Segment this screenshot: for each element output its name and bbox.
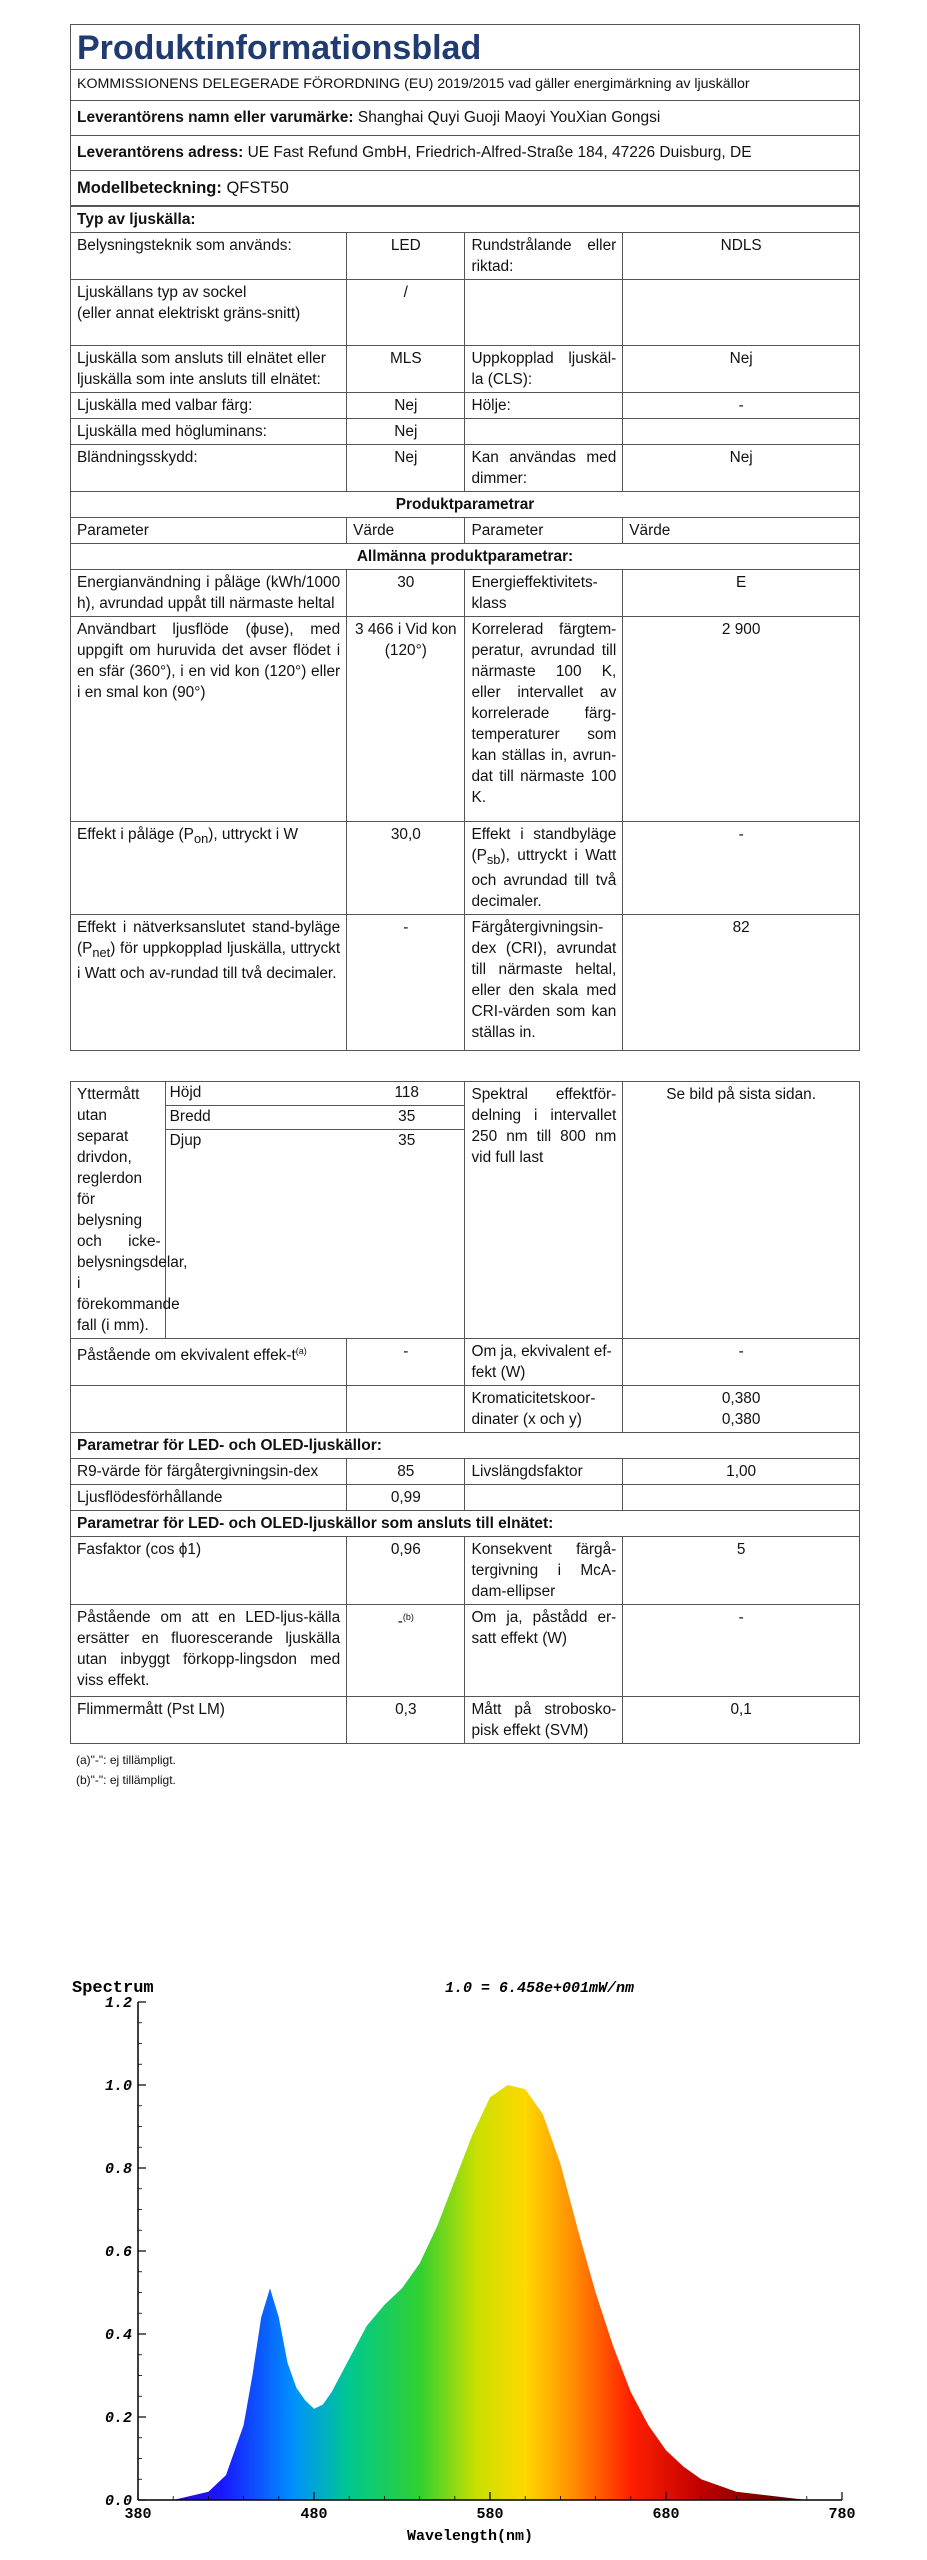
footnote-marker: (a) [295, 1346, 307, 1357]
on-mode-power-label: Effekt i påläge $(P_{on})$, uttryckt i W [71, 822, 347, 915]
empty-cell [465, 280, 623, 346]
lighting-technology-label: Belysningsteknik som används: [71, 233, 347, 280]
replaced-power-label: Om ja, påstådd er-satt effekt (W) [465, 1605, 623, 1697]
on-mode-power-value: 30,0 [347, 822, 465, 915]
table-row [71, 1386, 860, 1433]
table-row [71, 822, 860, 915]
empty-cell [465, 1485, 623, 1511]
table-row [71, 915, 860, 1051]
product-information-sheet [70, 24, 860, 1790]
displacement-factor-label: Fasfaktor (cos ϕ1) [71, 1537, 347, 1605]
high-luminance-value: Nej [347, 419, 465, 445]
chart-subtitle: 1.0 = 6.458e+001mW/nm [445, 1980, 635, 1997]
empty-cell [623, 280, 860, 346]
dimensions-cell [165, 1082, 465, 1339]
table-row [71, 233, 860, 280]
stroboscopic-value: 0,1 [623, 1697, 860, 1744]
r9-value: 85 [347, 1459, 465, 1485]
chromaticity-label: Kromaticitetskoor-dinater (x och y) [465, 1386, 623, 1433]
regulation-text: KOMMISSIONENS DELEGERADE FÖRORDNING (EU) 2019/2015 vad gäller energimärkning av ljuskällor [71, 70, 860, 101]
equivalent-power-claim-text: Påstående om ekvivalent effek-t [77, 1347, 296, 1365]
footnote-b: (b)"-": ej tillämpligt. [76, 1773, 176, 1788]
dimension-row [166, 1106, 465, 1130]
header-table [70, 24, 860, 206]
fluorescent-replacement-value: - [397, 1613, 403, 1631]
column-header-row [71, 518, 860, 544]
useful-flux-label: Användbart ljusflöde (ϕuse), med uppgift om huruvida det avser flödet i en sfär (360°), i en vid kon (120°) eller i en smal kon (90°) [71, 617, 347, 822]
type-table [70, 206, 860, 1051]
cap-type-value: / [347, 280, 465, 346]
footnote-a: (a)"-": ej tillämpligt. [76, 1753, 176, 1768]
cct-label: Korrelerad färgtem-peratur, avrundad till närmaste 100 K, eller intervallet av korrelerade färg-temperaturer som kan ställas in, avrun-dat till närmaste 100 K. [465, 617, 623, 822]
cri-value: 82 [623, 915, 860, 1051]
envelope-label: Hölje: [465, 393, 623, 419]
y-tick-label: 0.4 [104, 2327, 132, 2344]
standby-power-label: Effekt i standbyläge $(P_{sb})$, uttryckt i Watt och avrundad till två decimaler. [465, 822, 623, 915]
high-luminance-label: Ljuskälla med högluminans: [71, 419, 347, 445]
directional-value: NDLS [623, 233, 860, 280]
empty-cell [347, 1386, 465, 1433]
useful-flux-value: 3 466 i Vid kon (120°) [347, 617, 465, 822]
energy-consumption-value: 30 [347, 570, 465, 617]
anti-glare-value: Nej [347, 445, 465, 492]
energy-class-value: E [623, 570, 860, 617]
x-tick-label: 480 [300, 2506, 328, 2523]
column-header: Värde [623, 518, 860, 544]
colour-consistency-label: Konsekvent färgå-tergivning i McA-dam-ellipser [465, 1537, 623, 1605]
supplier-name-label: Leverantörens namn eller varumärke: [77, 109, 354, 126]
table-row [71, 617, 860, 822]
lighting-technology-value: LED [347, 233, 465, 280]
model-row [71, 171, 860, 206]
supplier-name-row [71, 101, 860, 136]
cri-label: Färgåtergivningsin-dex (CRI), avrundat till närmaste heltal, eller den skala med CRI-värden som kan ställas in. [465, 915, 623, 1051]
stroboscopic-label: Mått på strobosko-pisk effekt (SVM) [465, 1697, 623, 1744]
table-row [71, 570, 860, 617]
table-row [71, 393, 860, 419]
displacement-factor-value: 0,96 [347, 1537, 465, 1605]
survival-factor-value: 1,00 [623, 1459, 860, 1485]
supplier-name: Shanghai Quyi Guoji Maoyi YouXian Gongsi [357, 109, 661, 126]
table-row [71, 1537, 860, 1605]
x-tick-label: 780 [828, 2506, 856, 2523]
led-section-heading: Parametrar för LED- och OLED-ljuskällor: [71, 1433, 860, 1459]
supplier-address: UE Fast Refund GmbH, Friedrich-Alfred-Straße 184, 47226 Duisburg, DE [247, 144, 752, 161]
directional-label: Rundstrålande eller riktad: [465, 233, 623, 280]
cap-type-cell [71, 280, 347, 346]
anti-glare-label: Bländningsskydd: [71, 445, 347, 492]
table-row [71, 1605, 860, 1697]
dimension-value: 35 [398, 1132, 416, 1150]
empty-cell [623, 1485, 860, 1511]
spd-label: Spektral effektför-delning i intervallet 250 nm till 800 nm vid full last [465, 1082, 623, 1339]
dimension-name: Bredd [166, 1106, 345, 1130]
cap-type-label: Ljuskällans typ av sockel [77, 284, 247, 301]
type-section-heading: Typ av ljuskälla: [71, 207, 860, 233]
mains-label: Ljuskälla som ansluts till elnätet eller ljuskälla som inte ansluts till elnätet: [71, 346, 347, 393]
flicker-value: 0,3 [347, 1697, 465, 1744]
table-row [71, 1459, 860, 1485]
chromaticity-values [623, 1386, 860, 1433]
supplier-address-label: Leverantörens adress: [77, 144, 244, 161]
equivalent-power-label: Om ja, ekvivalent ef-fekt (W) [465, 1339, 623, 1386]
page-title: Produktinformationsblad [71, 25, 860, 70]
energy-consumption-label: Energianvändning i påläge (kWh/1000 h), avrundad uppåt till närmaste heltal [71, 570, 347, 617]
x-tick-label: 680 [652, 2506, 680, 2523]
chart-title: Spectrum [72, 1979, 154, 1998]
empty-cell [71, 1386, 347, 1433]
dimension-row [166, 1130, 465, 1154]
table-row [71, 346, 860, 393]
networked-standby-label: Effekt i nätverksanslutet stand-byläge $(P_{net})$ för uppkopplad ljuskälla, uttryckt i Watt och av-rundad till två decimaler. [71, 915, 347, 1051]
dimmable-label: Kan användas med dimmer: [465, 445, 623, 492]
equivalent-power-value: - [623, 1339, 860, 1386]
footnote-marker: (b) [402, 1612, 414, 1623]
networked-standby-value: - [347, 915, 465, 1051]
envelope-value: - [623, 393, 860, 419]
continued-table [70, 1081, 860, 1744]
spectrum-svg [70, 1970, 860, 2550]
dimension-name: Höjd [166, 1082, 345, 1106]
equivalent-power-claim-value: - [347, 1339, 465, 1386]
dimmable-value: Nej [623, 445, 860, 492]
replaced-power-value: - [623, 1605, 860, 1697]
chromaticity-x: 0,380 [721, 1390, 761, 1408]
dimension-row [166, 1082, 465, 1106]
empty-cell [623, 419, 860, 445]
colour-tuneable-value: Nej [347, 393, 465, 419]
y-tick-label: 0.8 [104, 2161, 132, 2178]
x-tick-label: 580 [476, 2506, 504, 2523]
r9-label: R9-värde för färgåtergivningsin-dex [71, 1459, 347, 1485]
colour-consistency-value: 5 [623, 1537, 860, 1605]
empty-cell [465, 419, 623, 445]
y-tick-label: 1.0 [104, 2078, 132, 2095]
model-value: QFST50 [226, 179, 289, 197]
y-tick-label: 0.0 [104, 2493, 132, 2510]
table-row [71, 280, 860, 346]
mls-section-heading: Parametrar för LED- och OLED-ljuskällor som ansluts till elnätet: [71, 1511, 860, 1537]
dimensions-table [166, 1082, 465, 1153]
survival-factor-label: Livslängdsfaktor [465, 1459, 623, 1485]
chromaticity-y: 0,380 [721, 1411, 761, 1429]
y-tick-label: 1.2 [104, 1995, 132, 2012]
cap-type-note: (eller annat elektriskt gräns-snitt) [77, 305, 301, 322]
dimensions-label: Yttermått utan separat drivdon, reglerdon för belysning och icke-belysningsdelar, i förekommande fall (i mm). [71, 1082, 166, 1339]
table-row [71, 1697, 860, 1744]
flicker-label: Flimmermått (Pst LM) [71, 1697, 347, 1744]
mains-value: MLS [347, 346, 465, 393]
table-row [71, 445, 860, 492]
supplier-address-row [71, 136, 860, 171]
x-tick-label: 380 [124, 2506, 152, 2523]
column-header: Parameter [465, 518, 623, 544]
column-header: Parameter [71, 518, 347, 544]
spd-value: Se bild på sista sidan. [623, 1082, 860, 1339]
table-row [71, 419, 860, 445]
lumen-maintenance-label: Ljusflödesförhållande [71, 1485, 347, 1511]
connected-label: Uppkopplad ljuskäl-la (CLS): [465, 346, 623, 393]
cct-value: 2 900 [623, 617, 860, 822]
spectrum-chart [70, 1970, 860, 2550]
equivalent-power-claim-label [71, 1339, 347, 1386]
fluorescent-replacement-cell [347, 1605, 465, 1697]
params-section-heading: Produktparametrar [71, 492, 860, 518]
column-header: Värde [347, 518, 465, 544]
energy-class-label: Energieffektivitets-klass [465, 570, 623, 617]
dimension-value: 35 [345, 1106, 465, 1130]
y-tick-label: 0.2 [104, 2410, 132, 2427]
lumen-maintenance-value: 0,99 [347, 1485, 465, 1511]
model-label: Modellbeteckning: [77, 179, 222, 197]
dimension-name: Djup [169, 1132, 202, 1150]
x-axis-label: Wavelength(nm) [406, 2528, 534, 2545]
standby-power-value: - [623, 822, 860, 915]
dimension-value: 118 [345, 1082, 465, 1106]
table-row [71, 1082, 860, 1339]
connected-value: Nej [623, 346, 860, 393]
general-section-heading: Allmänna produktparametrar: [71, 544, 860, 570]
colour-tuneable-label: Ljuskälla med valbar färg: [71, 393, 347, 419]
y-tick-label: 0.6 [104, 2244, 132, 2261]
fluorescent-replacement-label: Påstående om att en LED-ljus-källa ersätter en fluorescerande ljuskälla utan inbyggt förkopp-lingsdon med viss effekt. [71, 1605, 347, 1697]
table-row [71, 1339, 860, 1386]
table-row [71, 1485, 860, 1511]
